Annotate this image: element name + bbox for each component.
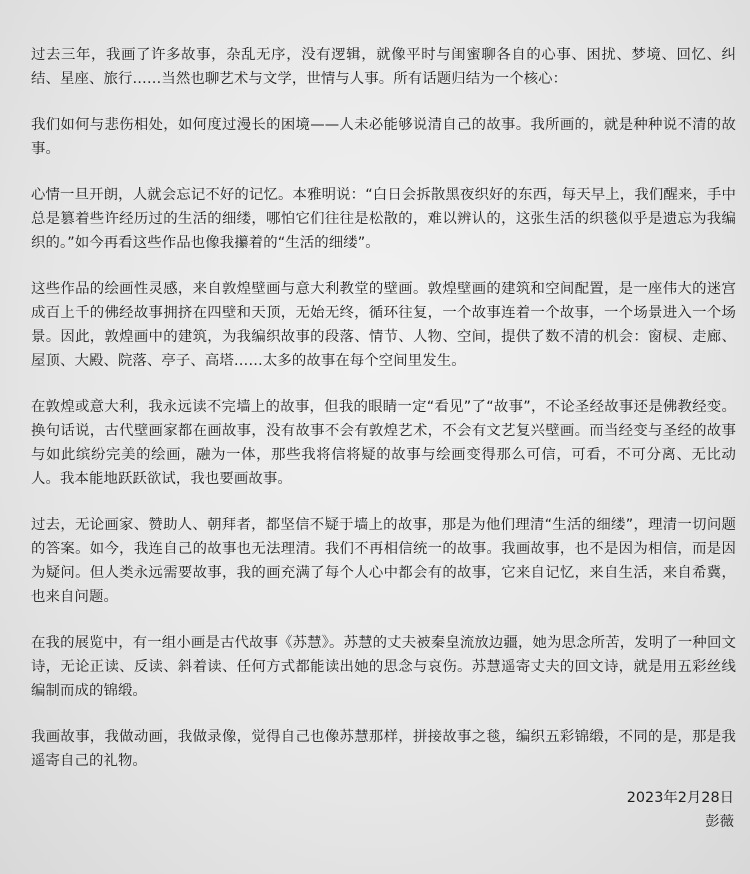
paragraph-8: 我画故事，我做动画，我做录像，觉得自己也像苏慧那样，拼接故事之毯，编织五彩锦缎，不同的是，那是我遥寄自己的礼物。: [31, 729, 736, 769]
paragraph-6: 过去，无论画家、赞助人、朝拜者，都坚信不疑于墙上的故事，那是为他们理清“生活的细缕”，理清一切问题的答案。如今，我连自己的故事也无法理清。我们不再相信统一的故事。我画故事，也不是因为相信，而是因为疑问。但人类永远需要故事，我的画充满了每个人心中都会有的故事，它来自记忆，来自生活，来自希冀，也来自问题。: [31, 517, 736, 605]
signature-date: 2023年2月28日: [626, 790, 734, 806]
paragraph-4: 这些作品的绘画性灵感，来自敦煌壁画与意大利教堂的壁画。敦煌壁画的建筑和空间配置，是一座伟大的迷宫成百上千的佛经故事拥挤在四壁和天顶，无始无终，循环往复，一个故事连着一个故事，一个场景进入一个场景。因此，敦煌画中的建筑，为我编织故事的段落、情节、人物、空间，提供了数不清的机会：窗棂、走廊、屋顶、大殿、院落、亭子、高塔……太多的故事在每个空间里发生。: [31, 281, 736, 369]
paragraph-3: 心情一旦开朗，人就会忘记不好的记忆。本雅明说：“白日会拆散黑夜织好的东西，每天早上，我们醒来，手中总是篡着些许经历过的生活的细缕，哪怕它们往往是松散的，难以辨认的，这张生活的织毯似乎是遗忘为我编织的。”如今再看这些作品也像我攥着的“生活的细缕”。: [31, 187, 736, 251]
signature-block: [627, 786, 734, 834]
paragraph-5: 在敦煌或意大利，我永远读不完墙上的故事，但我的眼睛一定“看见”了“故事”，不论圣经故事还是佛教经变。换句话说，古代壁画家都在画故事，没有故事不会有敦煌艺术，不会有文艺复兴壁画。而当经变与圣经的故事与如此缤纷完美的绘画，融为一体，那些我将信将疑的故事与绘画变得那么可信，可看，不可分离、无比动人。我本能地跃跃欲试，我也要画故事。: [31, 399, 736, 487]
paragraph-7: 在我的展览中，有一组小画是古代故事《苏慧》。苏慧的丈夫被秦皇流放边疆，她为思念所苦，发明了一种回文诗，无论正读、反读、斜着读、任何方式都能读出她的思念与哀伤。苏慧遥寄丈夫的回文诗，就是用五彩丝线编制而成的锦缎。: [31, 635, 736, 699]
essay-body: [31, 43, 736, 773]
paragraph-1: 过去三年，我画了许多故事，杂乱无序，没有逻辑，就像平时与闺蜜聊各自的心事、困扰、梦境、回忆、纠结、星座、旅行……当然也聊艺术与文学，世情与人事。所有话题归结为一个核心：: [31, 47, 736, 87]
signature-author: 彭薇: [705, 814, 734, 830]
paragraph-2: 我们如何与悲伤相处，如何度过漫长的困境——人未必能够说清自己的故事。我所画的，就是种种说不清的故事。: [31, 117, 736, 157]
